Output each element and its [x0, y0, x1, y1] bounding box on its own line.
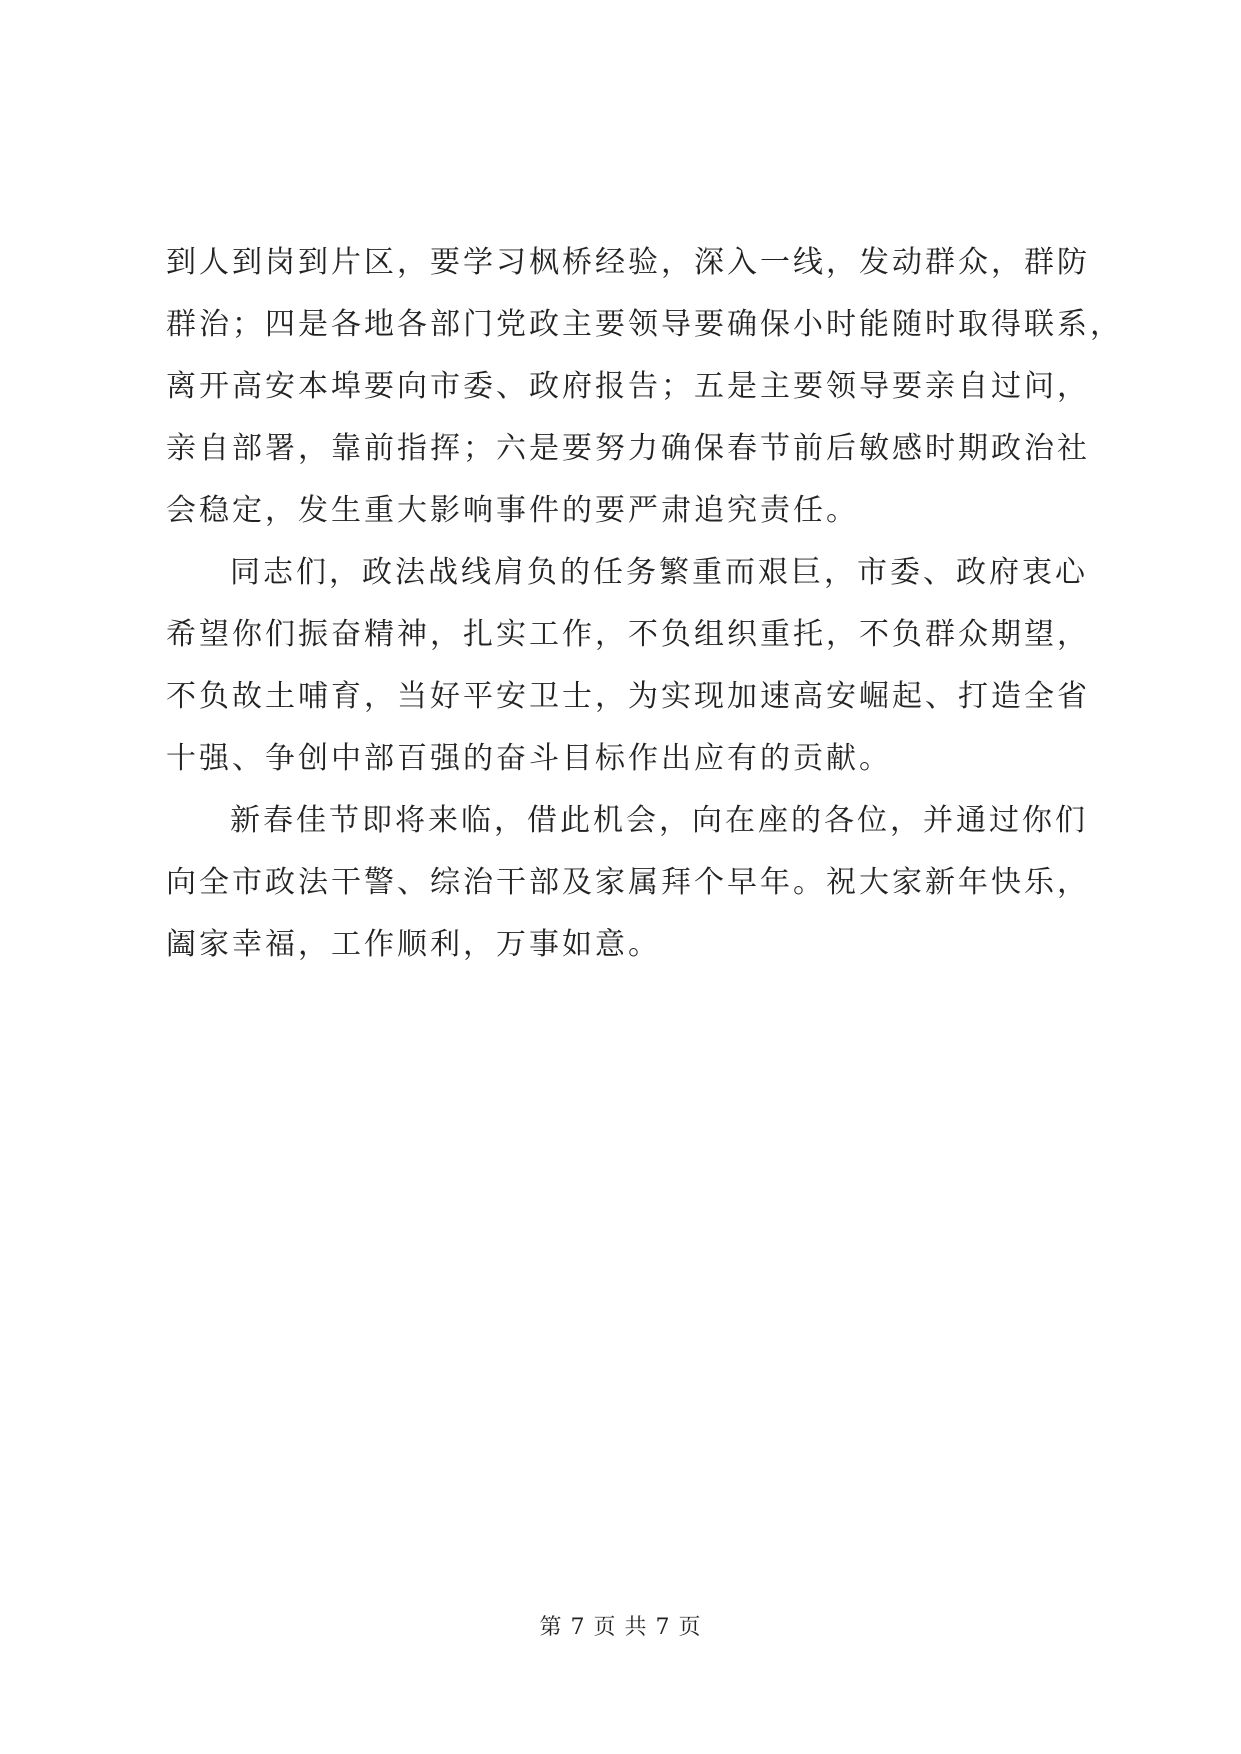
paragraph-1-line-3: 离开高安本埠要向市委、政府报告；五是主要领导要亲自过问，	[166, 369, 1090, 404]
paragraph-1-line-2: 群治；四是各地各部门党政主要领导要确保小时能随时取得联系，	[166, 307, 1123, 342]
paragraph-3-line-1: 新春佳节即将来临，借此机会，向在座的各位，并通过你们	[230, 803, 1088, 838]
document-body	[166, 232, 1123, 976]
paragraph-3-line-2: 向全市政法干警、综治干部及家属拜个早年。祝大家新年快乐，	[166, 865, 1090, 900]
paragraph-1-line-1: 到人到岗到片区，要学习枫桥经验，深入一线，发动群众，群防	[166, 245, 1090, 280]
paragraph-2-line-4: 十强、争创中部百强的奋斗目标作出应有的贡献。	[166, 741, 892, 776]
paragraph-1-line-4: 亲自部署，靠前指挥；六是要努力确保春节前后敏感时期政治社	[166, 431, 1090, 466]
page-number-footer: 第 7 页 共 7 页	[539, 1615, 702, 1640]
paragraph-1-line-5: 会稳定，发生重大影响事件的要严肃追究责任。	[166, 493, 859, 528]
paragraph-2-line-2: 希望你们振奋精神，扎实工作，不负组织重托，不负群众期望，	[166, 617, 1090, 652]
paragraph-2-line-3: 不负故土哺育，当好平安卫士，为实现加速高安崛起、打造全省	[166, 679, 1090, 714]
paragraph-2-line-1: 同志们，政法战线肩负的任务繁重而艰巨，市委、政府衷心	[230, 555, 1088, 590]
paragraph-3-line-3: 阖家幸福，工作顺利，万事如意。	[166, 927, 661, 962]
